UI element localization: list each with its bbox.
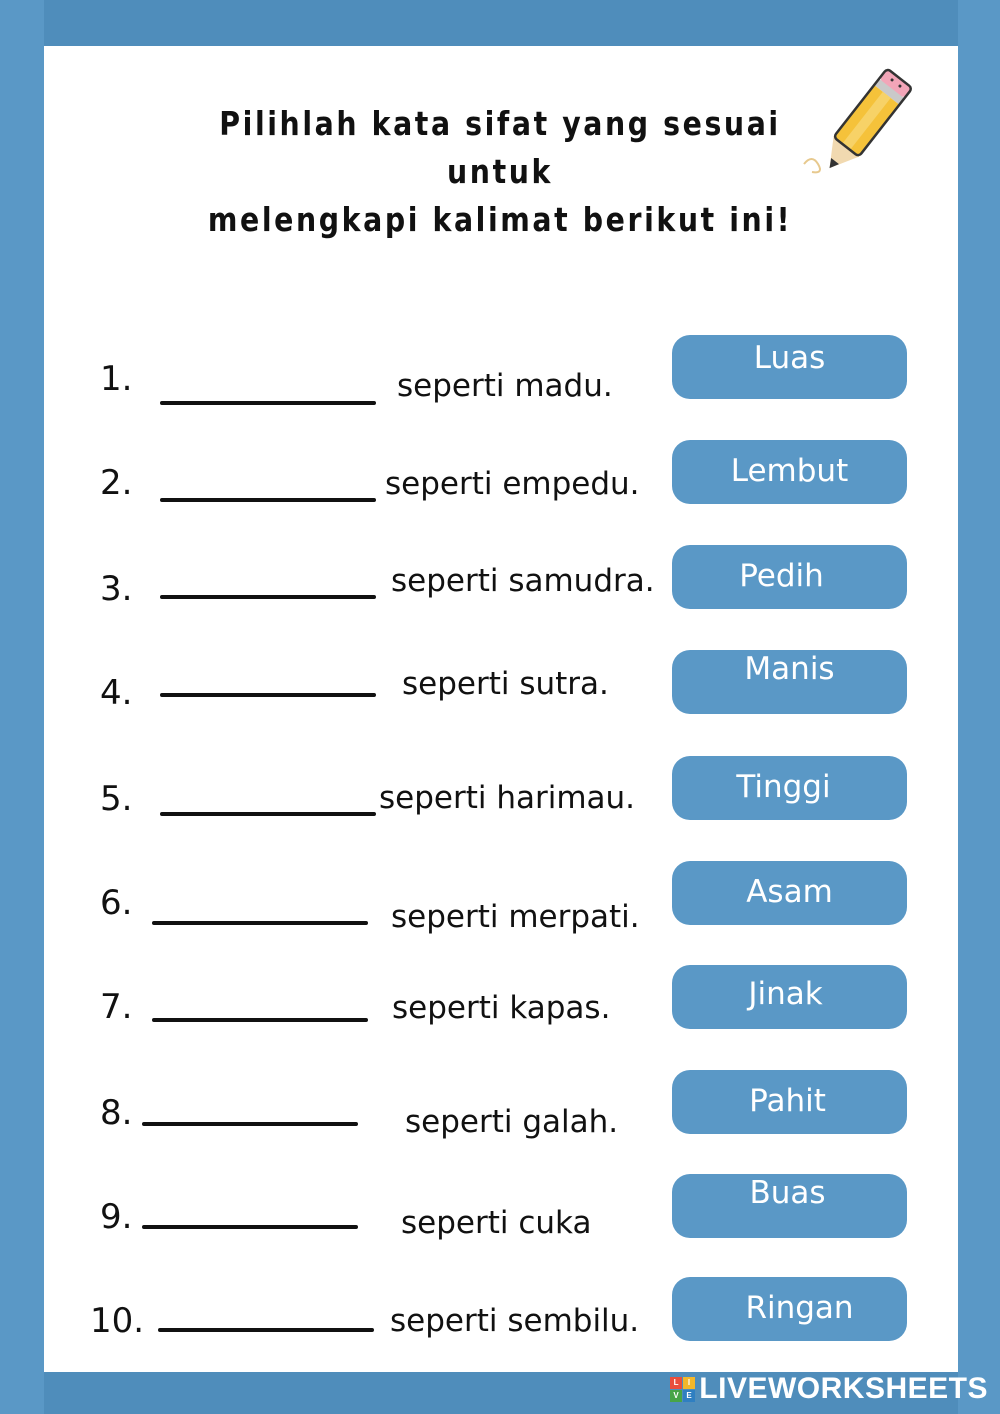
option-chip[interactable] bbox=[672, 1174, 907, 1238]
liveworksheets-brand[interactable] bbox=[670, 1372, 988, 1406]
question-number: 4. bbox=[100, 673, 133, 713]
answer-blank[interactable] bbox=[142, 1122, 358, 1126]
answer-blank[interactable] bbox=[158, 1328, 374, 1332]
question-number: 8. bbox=[100, 1093, 133, 1133]
question-number: 5. bbox=[100, 779, 133, 819]
question-number: 1. bbox=[100, 359, 133, 399]
logo-letter: E bbox=[683, 1390, 695, 1402]
option-label: Luas bbox=[753, 340, 826, 376]
title-line-1: Pilihlah kata sifat yang sesuai untuk bbox=[219, 104, 781, 191]
option-chip[interactable] bbox=[672, 965, 907, 1029]
question-text: seperti empedu. bbox=[385, 466, 640, 502]
question-number: 7. bbox=[100, 987, 133, 1027]
option-chip[interactable] bbox=[672, 756, 907, 820]
option-label: Asam bbox=[746, 874, 833, 910]
question-number: 3. bbox=[100, 569, 133, 609]
option-label: Lembut bbox=[730, 453, 849, 489]
option-chip[interactable] bbox=[672, 545, 907, 609]
option-label: Tinggi bbox=[736, 769, 831, 805]
logo-letter: L bbox=[670, 1377, 682, 1389]
question-text: seperti cuka bbox=[401, 1205, 592, 1241]
question-number: 10. bbox=[90, 1301, 145, 1341]
option-label: Ringan bbox=[745, 1290, 854, 1326]
top-band bbox=[44, 0, 958, 46]
pencil-icon bbox=[786, 46, 936, 196]
question-text: seperti galah. bbox=[405, 1104, 619, 1140]
answer-blank[interactable] bbox=[160, 595, 376, 599]
question-number: 6. bbox=[100, 883, 133, 923]
question-text: seperti merpati. bbox=[391, 899, 640, 935]
option-chip[interactable] bbox=[672, 1070, 907, 1134]
question-text: seperti harimau. bbox=[379, 780, 636, 816]
answer-blank[interactable] bbox=[142, 1225, 358, 1229]
question-number: 9. bbox=[100, 1197, 133, 1237]
option-label: Pahit bbox=[749, 1083, 826, 1119]
option-chip[interactable] bbox=[672, 335, 907, 399]
liveworksheets-logo-icon bbox=[670, 1377, 695, 1402]
answer-blank[interactable] bbox=[152, 1018, 368, 1022]
worksheet bbox=[44, 46, 958, 1372]
answer-blank[interactable] bbox=[160, 812, 376, 816]
question-text: seperti sembilu. bbox=[390, 1303, 640, 1339]
question-text: seperti kapas. bbox=[392, 990, 611, 1026]
title-line-2: melengkapi kalimat berikut ini! bbox=[207, 200, 793, 239]
option-chip[interactable] bbox=[672, 1277, 907, 1341]
option-label: Pedih bbox=[739, 558, 824, 594]
option-label: Buas bbox=[749, 1175, 826, 1211]
answer-blank[interactable] bbox=[160, 498, 376, 502]
question-text: seperti samudra. bbox=[391, 563, 655, 599]
answer-blank[interactable] bbox=[152, 921, 368, 925]
logo-letter: I bbox=[683, 1377, 695, 1389]
option-label: Manis bbox=[744, 651, 835, 687]
page-title bbox=[208, 100, 793, 244]
option-chip[interactable] bbox=[672, 861, 907, 925]
logo-letter: V bbox=[670, 1390, 682, 1402]
answer-blank[interactable] bbox=[160, 401, 376, 405]
option-label: Jinak bbox=[748, 976, 823, 1012]
option-chip[interactable] bbox=[672, 440, 907, 504]
question-number: 2. bbox=[100, 463, 133, 503]
question-text: seperti sutra. bbox=[402, 666, 609, 702]
question-text: seperti madu. bbox=[397, 368, 613, 404]
option-chip[interactable] bbox=[672, 650, 907, 714]
answer-blank[interactable] bbox=[160, 693, 376, 697]
brand-name: LIVEWORKSHEETS bbox=[699, 1372, 988, 1405]
